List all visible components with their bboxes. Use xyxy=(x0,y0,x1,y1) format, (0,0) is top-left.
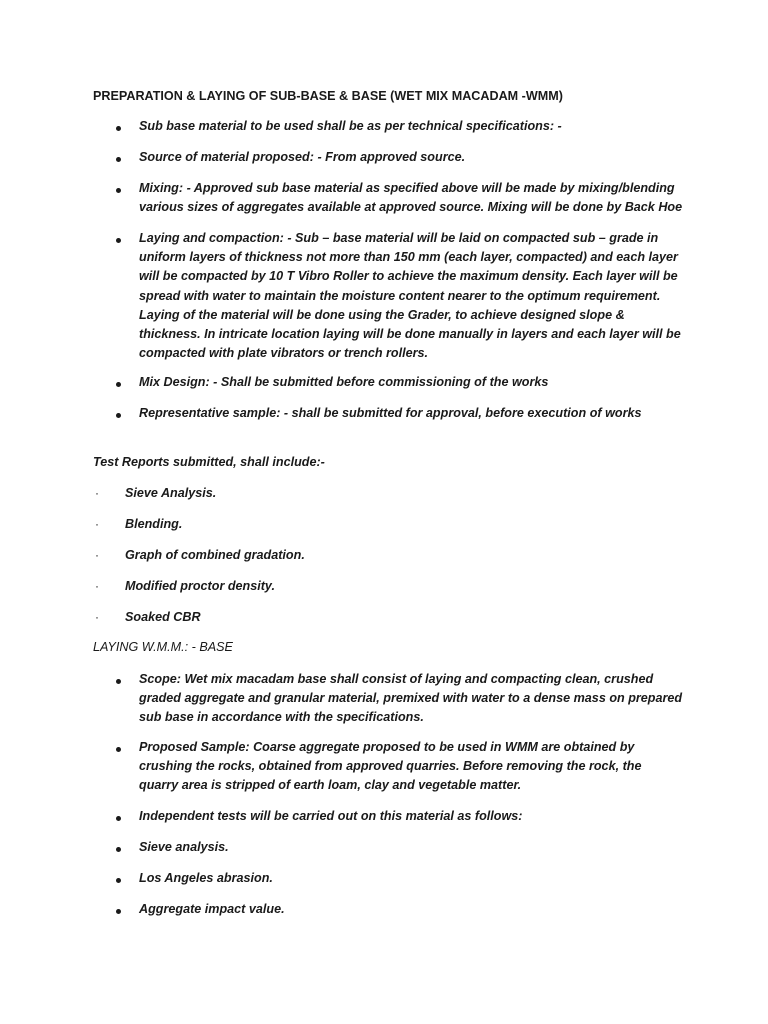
list-item: Representative sample: - shall be submitted for approval, before execution of works xyxy=(139,406,642,420)
list-item: Independent tests will be carried out on this material as follows: xyxy=(139,809,523,823)
bullet-marker xyxy=(116,909,121,914)
list-item: Modified proctor density. xyxy=(125,579,275,593)
bullet-marker xyxy=(116,679,121,684)
list-item: Blending. xyxy=(125,517,183,531)
bullet-marker xyxy=(116,238,121,243)
bullet-marker xyxy=(116,878,121,883)
bullet-marker xyxy=(116,126,121,131)
list-item: Laying and compaction: - Sub – base material will be laid on compacted sub – grade in uniform layers of thickness not more than 150 mm (each layer, compacted) and each layer will be compacted by 10 T Vibro Roller to achieve the maximum density. Each layer will be spread with water to maintain the moisture content nearer to the optimum requirement. Laying of the material will be done using the Grader, to achieve designed slope & thickness. In intricate location laying will be done manually in layers and each layer will be compacted with plate vibrators or trench rollers. xyxy=(139,231,681,361)
list-item: Sub base material to be used shall be as per technical specifications: - xyxy=(139,119,562,133)
list-item: Los Angeles abrasion. xyxy=(139,871,273,885)
bullet-marker: · xyxy=(95,548,99,562)
list-item: Scope: Wet mix macadam base shall consist of laying and compacting clean, crushed graded aggregate and granular material, premixed with water to a dense mass on prepared sub base in accordance with the specifications. xyxy=(139,672,683,725)
list-item: Sieve analysis. xyxy=(139,840,229,854)
bullet-marker: · xyxy=(95,486,99,500)
list-item: Proposed Sample: Coarse aggregate proposed to be used in WMM are obtained by crushing the rocks, obtained from approved quarries. Before removing the rock, the quarry area is stripped of earth loam, clay and vegetable matter. xyxy=(139,740,642,793)
list-item: Mix Design: - Shall be submitted before commissioning of the works xyxy=(139,375,549,389)
bullet-marker xyxy=(116,747,121,752)
list-item: Soaked CBR xyxy=(125,610,201,624)
laying-heading: LAYING W.M.M.: - BASE xyxy=(93,640,233,654)
list-item: Mixing: - Approved sub base material as specified above will be made by mixing/blending various sizes of aggregates available at approved source. Mixing will be done by Back Hoe xyxy=(139,181,683,215)
bullet-marker xyxy=(116,382,121,387)
document-title: PREPARATION & LAYING OF SUB-BASE & BASE (WET MIX MACADAM -WMM) xyxy=(93,89,563,103)
bullet-marker: · xyxy=(95,610,99,624)
bullet-marker xyxy=(116,188,121,193)
bullet-marker xyxy=(116,413,121,418)
bullet-marker: · xyxy=(95,517,99,531)
list-item: Graph of combined gradation. xyxy=(125,548,305,562)
bullet-marker xyxy=(116,816,121,821)
list-item: Source of material proposed: - From approved source. xyxy=(139,150,466,164)
bullet-marker xyxy=(116,157,121,162)
bullet-marker: · xyxy=(95,579,99,593)
list-item: Aggregate impact value. xyxy=(139,902,285,916)
bullet-marker xyxy=(116,847,121,852)
list-item: Sieve Analysis. xyxy=(125,486,217,500)
test-reports-heading: Test Reports submitted, shall include:- xyxy=(93,455,325,469)
